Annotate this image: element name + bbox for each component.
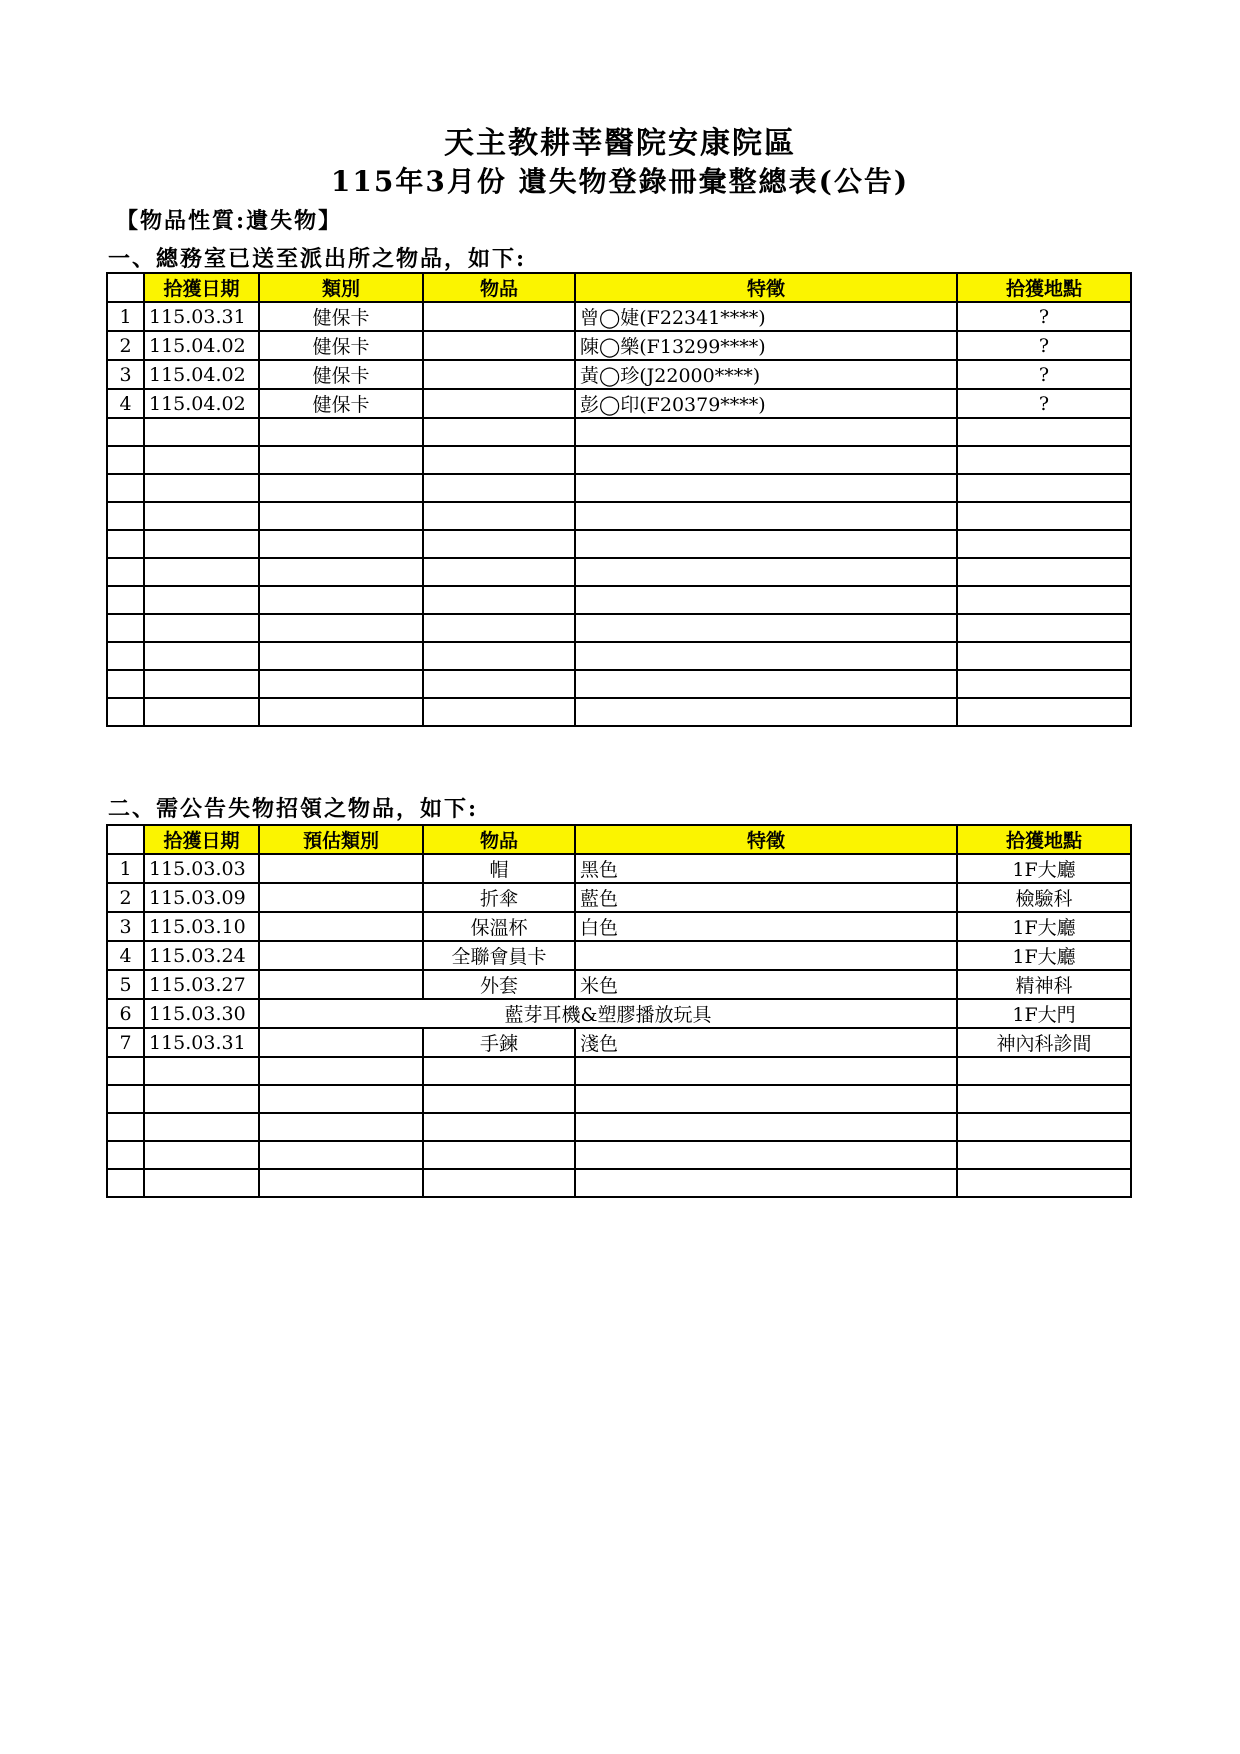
location-cell [957,614,1131,642]
category-cell [259,1169,423,1197]
location-cell [957,1057,1131,1085]
feature-cell: 藍色 [575,883,957,912]
row-number: 6 [107,999,144,1028]
table-header-row [107,273,1131,302]
found-date [144,1141,259,1169]
hospital-name: 天主教耕莘醫院安康院區 [444,126,796,161]
category-cell [259,941,423,970]
row-number [107,1141,144,1169]
row-number: 2 [107,331,144,360]
feature-cell [575,446,957,474]
category-cell [259,558,423,586]
found-date [144,474,259,502]
empty-row [107,670,1131,698]
location-cell: 精神科 [957,970,1131,999]
item-cell [423,418,575,446]
found-date [144,502,259,530]
found-date [144,614,259,642]
row-number [107,670,144,698]
found-date: 115.04.02 [144,331,259,360]
row-number [107,1169,144,1197]
item-cell [423,446,575,474]
row-number [107,418,144,446]
item-cell [423,502,575,530]
row-number: 5 [107,970,144,999]
table-row [107,302,1131,331]
found-date [144,1085,259,1113]
row-number: 3 [107,360,144,389]
row-number [107,474,144,502]
col-header-date: 拾獲日期 [144,273,259,302]
item-cell: 外套 [423,970,575,999]
item-cell [423,1169,575,1197]
col-header-feature: 特徵 [575,273,957,302]
feature-cell [575,418,957,446]
row-number [107,614,144,642]
location-cell [957,1113,1131,1141]
table-row [107,331,1131,360]
empty-row [107,502,1131,530]
found-date [144,586,259,614]
item-cell [423,1085,575,1113]
item-cell [423,1141,575,1169]
item-cell [423,331,575,360]
col-header-category: 類別 [259,273,423,302]
category-cell [259,474,423,502]
table-row [107,970,1131,999]
empty-row [107,1141,1131,1169]
item-cell [423,474,575,502]
item-cell [423,302,575,331]
item-cell [423,360,575,389]
feature-cell: 陳◯樂(F13299****) [575,331,957,360]
row-number: 7 [107,1028,144,1057]
table-row [107,912,1131,941]
table-row [107,883,1131,912]
location-cell [957,642,1131,670]
table-row [107,1028,1131,1057]
section1-heading: 一、總務室已送至派出所之物品，如下: [108,246,527,272]
item-cell [423,389,575,418]
item-cell: 保溫杯 [423,912,575,941]
col-header-feature: 特徵 [575,825,957,854]
item-cell [423,586,575,614]
empty-row [107,1057,1131,1085]
row-number: 1 [107,302,144,331]
col-header-item: 物品 [423,825,575,854]
row-number: 3 [107,912,144,941]
col-header-no [107,273,144,302]
row-number [107,698,144,726]
item-cell: 手鍊 [423,1028,575,1057]
found-date [144,698,259,726]
category-cell [259,1113,423,1141]
table-header-row [107,825,1131,854]
item-cell [423,558,575,586]
item-cell [423,698,575,726]
feature-cell [575,530,957,558]
category-cell [259,854,423,883]
feature-cell [575,586,957,614]
category-cell [259,586,423,614]
table-row [107,389,1131,418]
table-row [107,854,1131,883]
item-cell [423,530,575,558]
found-date: 115.03.24 [144,941,259,970]
found-date: 115.03.03 [144,854,259,883]
empty-row [107,1113,1131,1141]
category-cell: 健保卡 [259,389,423,418]
feature-cell [575,1057,957,1085]
category-cell: 健保卡 [259,331,423,360]
feature-cell [575,698,957,726]
empty-row [107,642,1131,670]
col-header-location: 拾獲地點 [957,273,1131,302]
item-cell: 折傘 [423,883,575,912]
found-date [144,418,259,446]
row-number: 4 [107,389,144,418]
section2-heading: 二、需公告失物招領之物品，如下: [108,796,479,822]
row-number [107,1057,144,1085]
table-row [107,999,1131,1028]
found-date [144,446,259,474]
found-date: 115.04.02 [144,360,259,389]
category-cell [259,970,423,999]
location-cell [957,1169,1131,1197]
col-header-item: 物品 [423,273,575,302]
row-number: 4 [107,941,144,970]
feature-cell [575,502,957,530]
found-date [144,642,259,670]
row-number [107,446,144,474]
feature-cell [575,1169,957,1197]
location-cell [957,1085,1131,1113]
col-header-no [107,825,144,854]
empty-row [107,698,1131,726]
location-cell: 檢驗科 [957,883,1131,912]
item-cell: 帽 [423,854,575,883]
category-cell [259,502,423,530]
found-date: 115.03.09 [144,883,259,912]
report-title: 115年3月份 遺失物登錄冊彙整總表(公告) [330,165,910,198]
found-date: 115.04.02 [144,389,259,418]
location-cell: 1F大門 [957,999,1131,1028]
category-cell [259,698,423,726]
location-cell: ? [957,389,1131,418]
lost-found-table [106,824,1132,1198]
feature-cell [575,670,957,698]
category-cell [259,642,423,670]
row-number: 2 [107,883,144,912]
category-cell [259,1141,423,1169]
merged-item-description: 藍芽耳機&塑膠播放玩具 [259,999,957,1028]
col-header-location: 拾獲地點 [957,825,1131,854]
found-date [144,1169,259,1197]
feature-cell: 黃◯珍(J22000****) [575,360,957,389]
empty-row [107,474,1131,502]
item-nature-label: 【物品性質:遺失物】 [116,208,343,234]
found-date [144,670,259,698]
category-cell [259,446,423,474]
item-cell [423,1057,575,1085]
category-cell [259,1057,423,1085]
found-date [144,558,259,586]
location-cell: 1F大廳 [957,941,1131,970]
feature-cell: 淺色 [575,1028,957,1057]
row-number [107,558,144,586]
category-cell [259,418,423,446]
row-number [107,502,144,530]
row-number [107,1085,144,1113]
category-cell [259,1085,423,1113]
feature-cell: 白色 [575,912,957,941]
feature-cell [575,1141,957,1169]
found-date: 115.03.31 [144,1028,259,1057]
col-header-est-category: 預估類別 [259,825,423,854]
category-cell: 健保卡 [259,302,423,331]
empty-row [107,1169,1131,1197]
item-cell [423,1113,575,1141]
feature-cell: 彭◯印(F20379****) [575,389,957,418]
row-number [107,586,144,614]
category-cell [259,883,423,912]
item-cell [423,614,575,642]
found-date [144,530,259,558]
row-number: 1 [107,854,144,883]
row-number [107,530,144,558]
found-date: 115.03.27 [144,970,259,999]
found-date [144,1113,259,1141]
location-cell: 1F大廳 [957,854,1131,883]
location-cell: ? [957,331,1131,360]
found-date: 115.03.10 [144,912,259,941]
table-row [107,941,1131,970]
location-cell [957,446,1131,474]
feature-cell [575,642,957,670]
empty-row [107,614,1131,642]
feature-cell [575,941,957,970]
found-date [144,1057,259,1085]
location-cell: 神內科診間 [957,1028,1131,1057]
feature-cell: 黑色 [575,854,957,883]
location-cell [957,558,1131,586]
location-cell: ? [957,302,1131,331]
location-cell [957,698,1131,726]
location-cell [957,502,1131,530]
feature-cell: 米色 [575,970,957,999]
empty-row [107,530,1131,558]
category-cell [259,530,423,558]
empty-row [107,586,1131,614]
col-header-date: 拾獲日期 [144,825,259,854]
location-cell [957,474,1131,502]
table-row [107,360,1131,389]
category-cell [259,1028,423,1057]
location-cell: 1F大廳 [957,912,1131,941]
feature-cell [575,474,957,502]
location-cell [957,1141,1131,1169]
row-number [107,642,144,670]
location-cell [957,670,1131,698]
found-date: 115.03.31 [144,302,259,331]
empty-row [107,418,1131,446]
category-cell [259,670,423,698]
row-number [107,1113,144,1141]
item-cell [423,642,575,670]
location-cell [957,586,1131,614]
feature-cell [575,614,957,642]
location-cell [957,530,1131,558]
category-cell [259,912,423,941]
location-cell: ? [957,360,1131,389]
location-cell [957,418,1131,446]
empty-row [107,558,1131,586]
police-sent-table [106,272,1132,727]
feature-cell [575,1085,957,1113]
feature-cell [575,1113,957,1141]
empty-row [107,1085,1131,1113]
feature-cell [575,558,957,586]
feature-cell: 曾◯婕(F22341****) [575,302,957,331]
item-cell [423,670,575,698]
item-cell: 全聯會員卡 [423,941,575,970]
empty-row [107,446,1131,474]
category-cell: 健保卡 [259,360,423,389]
category-cell [259,614,423,642]
found-date: 115.03.30 [144,999,259,1028]
